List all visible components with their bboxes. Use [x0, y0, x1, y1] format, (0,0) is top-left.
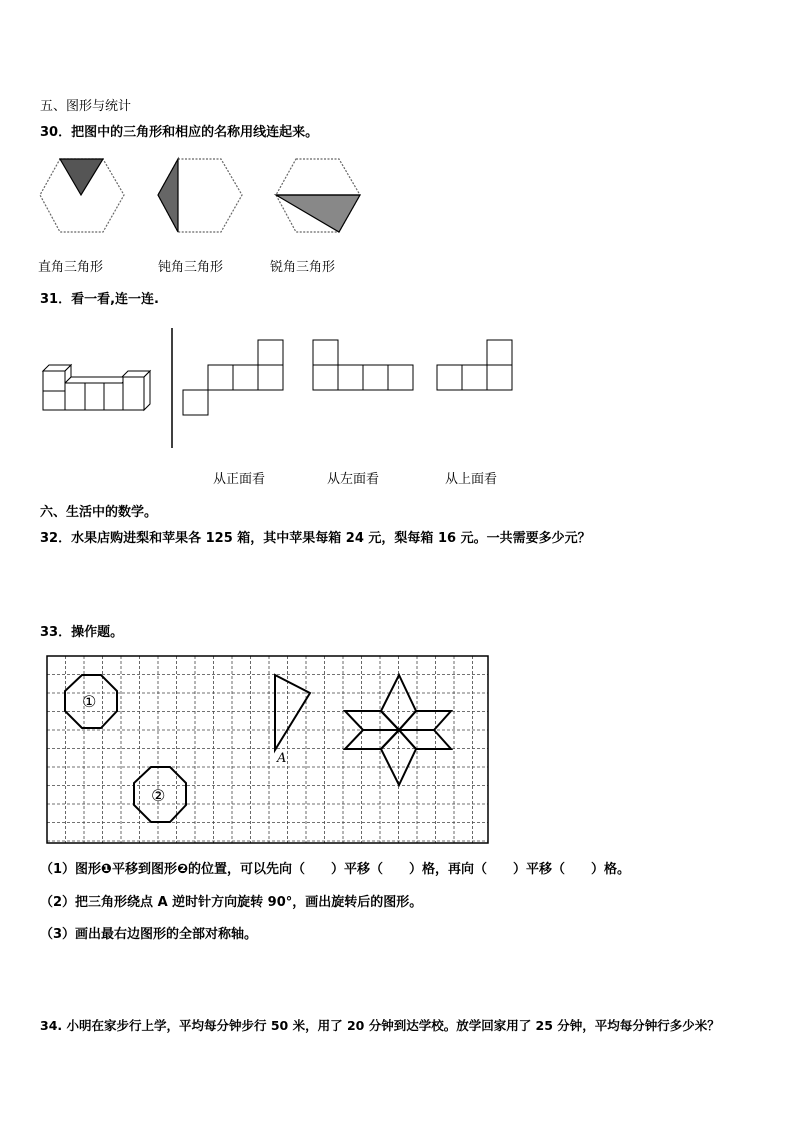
octagon-2-label: ②	[151, 786, 166, 805]
question-33-part-3: （3）画出最右边图形的全部对称轴。	[40, 927, 258, 942]
hexagon-obtuse-triangle-figure	[157, 157, 247, 237]
question-33-text: 33．操作题。	[40, 625, 124, 640]
triangle-label-obtuse: 钝角三角形	[158, 260, 224, 275]
point-a-label: A	[277, 751, 287, 766]
view-shape-3	[436, 339, 513, 391]
square-grid-figure	[46, 655, 490, 845]
section-title-5: 五、图形与统计	[40, 99, 132, 114]
view-shape-2	[312, 339, 414, 391]
question-31-text: 31．看一看,连一连.	[40, 292, 159, 307]
separator-line	[170, 328, 174, 448]
view-shape-1	[182, 339, 284, 416]
section-title-6: 六、生活中的数学。	[40, 505, 158, 520]
triangle-label-right: 直角三角形	[38, 260, 104, 275]
octagon-1-label: ①	[82, 692, 97, 711]
triangle-shape	[275, 675, 310, 750]
question-30-text: 30．把图中的三角形和相应的名称用线连起来。	[40, 125, 319, 140]
hexagon-acute-triangle-figure	[275, 157, 365, 237]
view-label-left: 从左面看	[327, 472, 380, 487]
question-32-text: 32．水果店购进梨和苹果各 125 箱，其中苹果每箱 24 元，梨每箱 16 元。一共需要多少元？	[40, 531, 591, 546]
cube-stack-3d-figure	[40, 364, 155, 416]
question-33-part-2: （2）把三角形绕点 A 逆时针方向旋转 90°，画出旋转后的图形。	[40, 895, 423, 910]
triangle-label-acute: 锐角三角形	[270, 260, 336, 275]
view-label-top: 从上面看	[445, 472, 498, 487]
question-33-part-1: （1）图形❶平移到图形❷的位置，可以先向（ ）平移（ ）格，再向（ ）平移（ ）格。	[40, 862, 631, 877]
hexagon-right-triangle-figure	[38, 157, 128, 237]
question-34-text: 34. 小明在家步行上学，平均每分钟步行 50 米，用了 20 分钟到达学校。放学回家用了 25 分钟，平均每分钟行多少米？	[40, 1018, 720, 1033]
view-label-front: 从正面看	[213, 472, 266, 487]
